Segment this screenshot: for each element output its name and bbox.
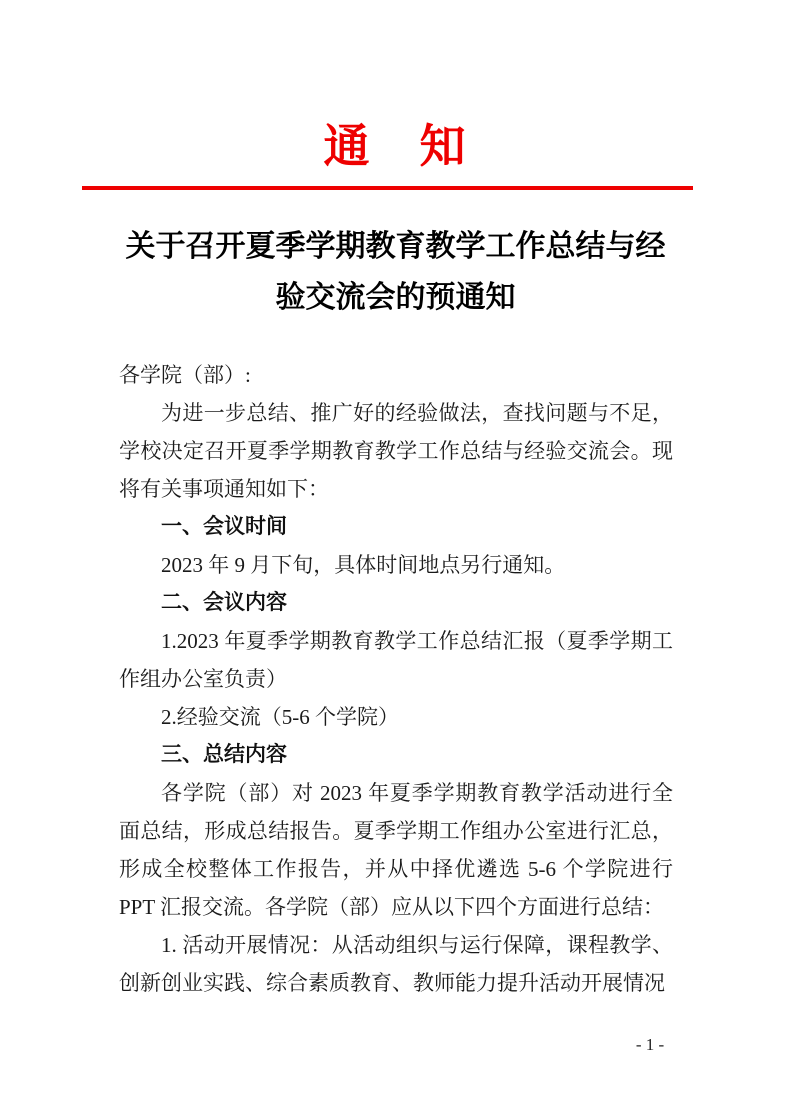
document-title-line-2: 验交流会的预通知 (275, 281, 516, 314)
section-heading-meeting-content: 二、会议内容 (161, 591, 287, 614)
intro-paragraph: 为进一步总结、推广好的经验做法，查找问题与不足，学校决定召开夏季学期教育教学工作总结与经验交流会。现将有关事项通知如下： (119, 401, 673, 501)
section-heading-summary-content: 三、总结内容 (161, 743, 287, 766)
document-title (100, 221, 691, 323)
section-heading-meeting-time: 一、会议时间 (161, 515, 287, 538)
paragraph-meeting-time: 2023 年 9 月下旬，具体时间地点另行通知。 (161, 553, 566, 577)
paragraph-summary-item-1: 1. 活动开展情况：从活动组织与运行保障，课程教学、创新创业实践、综合素质教育、教师能力提升活动开展情况 (119, 933, 673, 995)
paragraph-summary-overview: 各学院（部）对 2023 年夏季学期教育教学活动进行全面总结，形成总结报告。夏季学期工作组办公室进行汇总，形成全校整体工作报告，并从中择优遴选 5-6 个学院进行 PPT 汇报交流。各学院（部）应从以下四个方面进行总结： (119, 781, 673, 919)
salutation: 各学院（部）: (119, 363, 251, 387)
page-number: - 1 - (635, 1035, 665, 1054)
document-body (119, 356, 673, 1002)
paragraph-meeting-content-item-2: 2.经验交流（5-6 个学院） (161, 705, 399, 729)
notice-banner-title: 通 知 (323, 121, 468, 172)
red-divider (82, 186, 693, 190)
paragraph-meeting-content-item-1: 1.2023 年夏季学期教育教学工作总结汇报（夏季学期工作组办公室负责） (119, 629, 673, 691)
document-title-line-1: 关于召开夏季学期教育教学工作总结与经 (125, 230, 666, 263)
